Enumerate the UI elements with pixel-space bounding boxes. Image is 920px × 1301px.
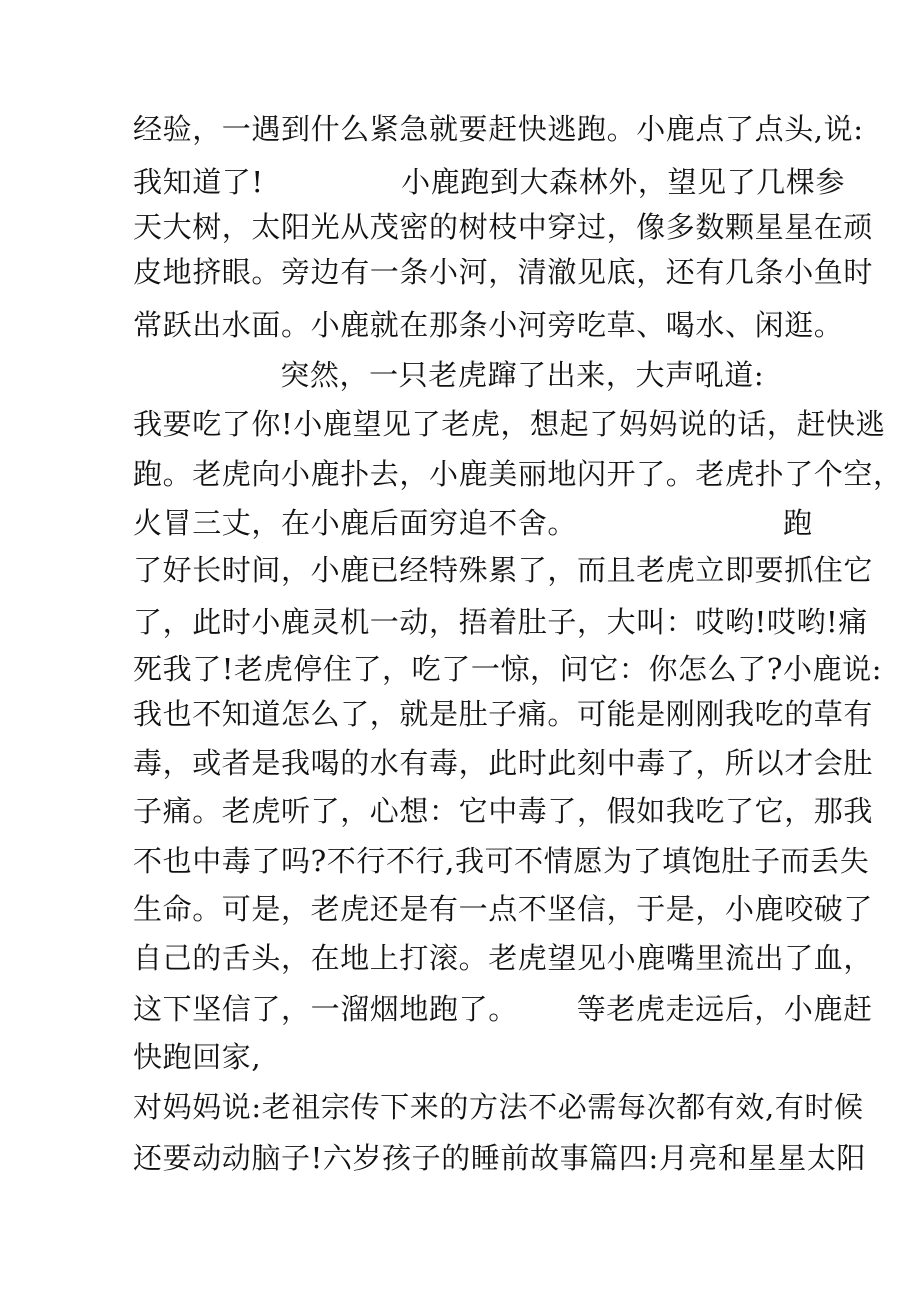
text-line: 自己的舌头，在地上打滚。老虎望见小鹿嘴里流出了血，	[133, 941, 874, 975]
text-line: 子痛。老虎听了，心想：它中毒了，假如我吃了它，那我	[133, 794, 874, 828]
text-line: 快跑回家,	[133, 1040, 262, 1074]
text-line: 毒，或者是我喝的水有毒，此时此刻中毒了，所以才会肚	[133, 746, 874, 780]
text-line: 对妈妈说:老祖宗传下来的方法不必需每次都有效,有时候	[133, 1090, 864, 1124]
text-line: 跑。老虎向小鹿扑去，小鹿美丽地闪开了。老虎扑了个空，	[133, 457, 903, 491]
text-line: 我知道了! 小鹿跑到大森林外，望见了几棵参	[133, 165, 846, 199]
text-line: 生命。可是，老虎还是有一点不坚信，于是，小鹿咬破了	[133, 892, 874, 926]
text-line: 火冒三丈，在小鹿后面穷追不舍。 跑	[133, 506, 813, 540]
text-line: 这下坚信了，一溜烟地跑了。 等老虎走远后，小鹿赶	[133, 992, 873, 1026]
text-line: 皮地挤眼。旁边有一条小河，清澈见底，还有几条小鱼时	[133, 255, 874, 289]
text-line: 死我了!老虎停住了，吃了一惊，问它：你怎么了?小鹿说:	[133, 652, 883, 686]
text-line: 我也不知道怎么了，就是肚子痛。可能是刚刚我吃的草有	[133, 697, 874, 731]
text-line: 突然，一只老虎蹿了出来，大声吼道:	[133, 358, 765, 392]
text-line: 了，此时小鹿灵机一动，捂着肚子，大叫：哎哟!哎哟!痛	[133, 605, 868, 639]
text-line: 我要吃了你!小鹿望见了老虎，想起了妈妈说的话，赶快逃	[133, 407, 886, 441]
text-line: 还要动动脑子!六岁孩子的睡前故事篇四:月亮和星星太阳	[133, 1141, 867, 1175]
text-line: 经验，一遇到什么紧急就要赶快逃跑。小鹿点了点头,说:	[133, 112, 864, 146]
text-line: 了好长时间，小鹿已经特殊累了，而且老虎立即要抓住它	[133, 553, 874, 587]
text-line: 天大树，太阳光从茂密的树枝中穿过，像多数颗星星在顽	[133, 210, 874, 244]
text-line: 常跃出水面。小鹿就在那条小河旁吃草、喝水、闲逛。	[133, 308, 844, 342]
text-line: 不也中毒了吗?不行不行,我可不情愿为了填饱肚子而丢失	[133, 844, 870, 878]
